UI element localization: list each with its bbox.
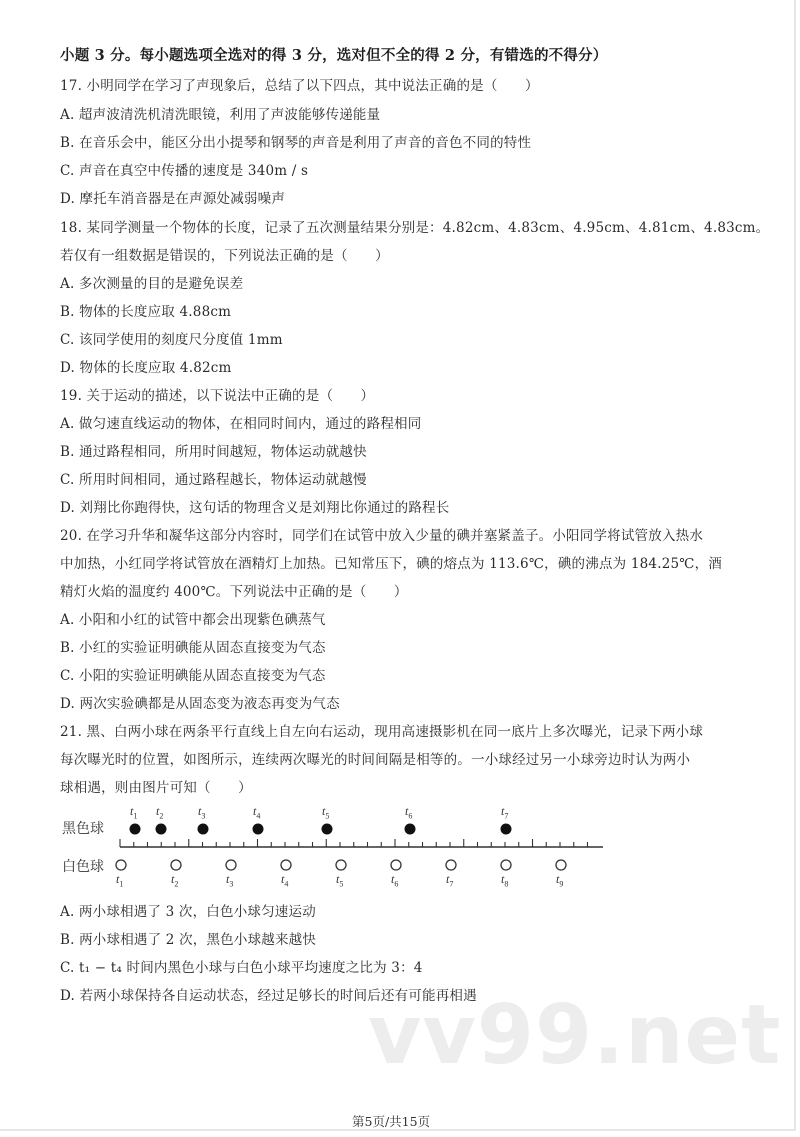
question-18-option-c: C. 该同学使用的刻度尺分度值 1mm	[60, 332, 283, 348]
question-21-stem-line3: 球相遇，则由图片可知（ ）	[60, 780, 252, 796]
question-19-option-d: D. 刘翔比你跑得快，这句话的物理含义是刘翔比你通过的路程长	[60, 500, 450, 516]
question-18-stem-line1: 18. 某同学测量一个物体的长度，记录了五次测量结果分别是：4.82cm、4.83cm、4.95cm、4.81cm、4.83cm。	[60, 220, 770, 236]
watermark: vv99.net	[368, 988, 782, 1083]
question-21-option-c: C. t₁ − t₄ 时间内黑色小球与白色小球平均速度之比为 3：4	[60, 960, 423, 976]
question-17-option-d: D. 摩托车消音器是在声源处减弱噪声	[60, 191, 286, 207]
question-20-stem-line2: 中加热，小红同学将试管放在酒精灯上加热。已知常压下，碘的熔点为 113.6℃，碘的沸点为 184.25℃，酒	[60, 556, 722, 572]
ruler-axis	[0, 800, 640, 900]
white-ball-time-label: $t_4$	[281, 872, 289, 889]
black-ball-time-label: $t_2$	[156, 804, 164, 821]
question-17-option-c: C. 声音在真空中传播的速度是 340m / s	[60, 163, 309, 179]
ball-motion-figure	[0, 800, 640, 900]
black-ball-time-label: $t_3$	[198, 804, 206, 821]
question-21-stem-line2: 每次曝光时的位置，如图所示，连续两次曝光的时间间隔是相等的。一小球经过另一小球旁边时认为两小	[60, 752, 691, 768]
question-20-option-d: D. 两次实验碘都是从固态变为液态再变为气态	[60, 696, 340, 712]
white-ball-time-label: $t_6$	[391, 872, 399, 889]
question-20-stem-line1: 20. 在学习升华和凝华这部分内容时，同学们在试管中放入少量的碘并塞紧盖子。小阳同学将试管放入热水	[60, 528, 704, 544]
white-ball-row-label: 白色球	[62, 859, 104, 875]
question-20-option-c: C. 小阳的实验证明碘能从固态直接变为气态	[60, 668, 326, 684]
question-20-option-a: A. 小阳和小红的试管中都会出现紫色碘蒸气	[60, 612, 326, 628]
question-18-option-a: A. 多次测量的目的是避免误差	[60, 276, 244, 292]
question-19-stem: 19. 关于运动的描述，以下说法中正确的是（ ）	[60, 388, 375, 404]
question-17-stem: 17. 小明同学在学习了声现象后，总结了以下四点，其中说法正确的是（ ）	[60, 78, 539, 94]
question-21-option-b: B. 两小球相遇了 2 次，黑色小球越来越快	[60, 932, 317, 948]
question-18-option-d: D. 物体的长度应取 4.82cm	[60, 360, 232, 376]
black-ball-time-label: $t_5$	[322, 804, 330, 821]
question-21-stem-line1: 21. 黑、白两小球在两条平行直线上自左向右运动，现用高速摄影机在同一底片上多次曝光，记录下两小球	[60, 724, 704, 740]
page-number: 第5页/共15页	[352, 1114, 431, 1129]
question-19-option-b: B. 通过路程相同，所用时间越短，物体运动就越快	[60, 444, 367, 460]
question-19-option-c: C. 所用时间相同，通过路程越长，物体运动就越慢	[60, 472, 367, 488]
section-instructions: 小题 3 分。每小题选项全选对的得 3 分，选对但不全的得 2 分，有错选的不得分）	[60, 47, 608, 64]
white-ball-time-label: $t_8$	[501, 872, 509, 889]
black-ball-time-label: $t_7$	[501, 804, 509, 821]
black-ball-time-label: $t_1$	[130, 804, 138, 821]
white-ball-time-label: $t_9$	[556, 872, 564, 889]
question-20-option-b: B. 小红的实验证明碘能从固态直接变为气态	[60, 640, 326, 656]
question-21-option-d: D. 若两小球保持各自运动状态，经过足够长的时间后还有可能再相遇	[60, 988, 477, 1004]
question-21-option-a: A. 两小球相遇了 3 次，白色小球匀速运动	[60, 904, 316, 920]
question-18-stem-line2: 若仅有一组数据是错误的，下列说法正确的是（ ）	[60, 248, 389, 264]
question-17-option-a: A. 超声波清洗机清洗眼镜，利用了声波能够传递能量	[60, 107, 381, 123]
white-ball-time-label: $t_5$	[336, 872, 344, 889]
white-ball-time-label: $t_7$	[446, 872, 454, 889]
black-ball-row-label: 黑色球	[62, 821, 104, 837]
white-ball-time-label: $t_3$	[226, 872, 234, 889]
question-19-option-a: A. 做匀速直线运动的物体，在相同时间内，通过的路程相同	[60, 416, 422, 432]
question-18-option-b: B. 物体的长度应取 4.88cm	[60, 304, 232, 320]
question-20-stem-line3: 精灯火焰的温度约 400℃。下列说法中正确的是（ ）	[60, 584, 408, 600]
question-17-option-b: B. 在音乐会中，能区分出小提琴和钢琴的声音是利用了声音的音色不同的特性	[60, 135, 532, 151]
white-ball-time-label: $t_2$	[171, 872, 179, 889]
black-ball-time-label: $t_6$	[405, 804, 413, 821]
white-ball-time-label: $t_1$	[116, 872, 124, 889]
black-ball-time-label: $t_4$	[253, 804, 261, 821]
